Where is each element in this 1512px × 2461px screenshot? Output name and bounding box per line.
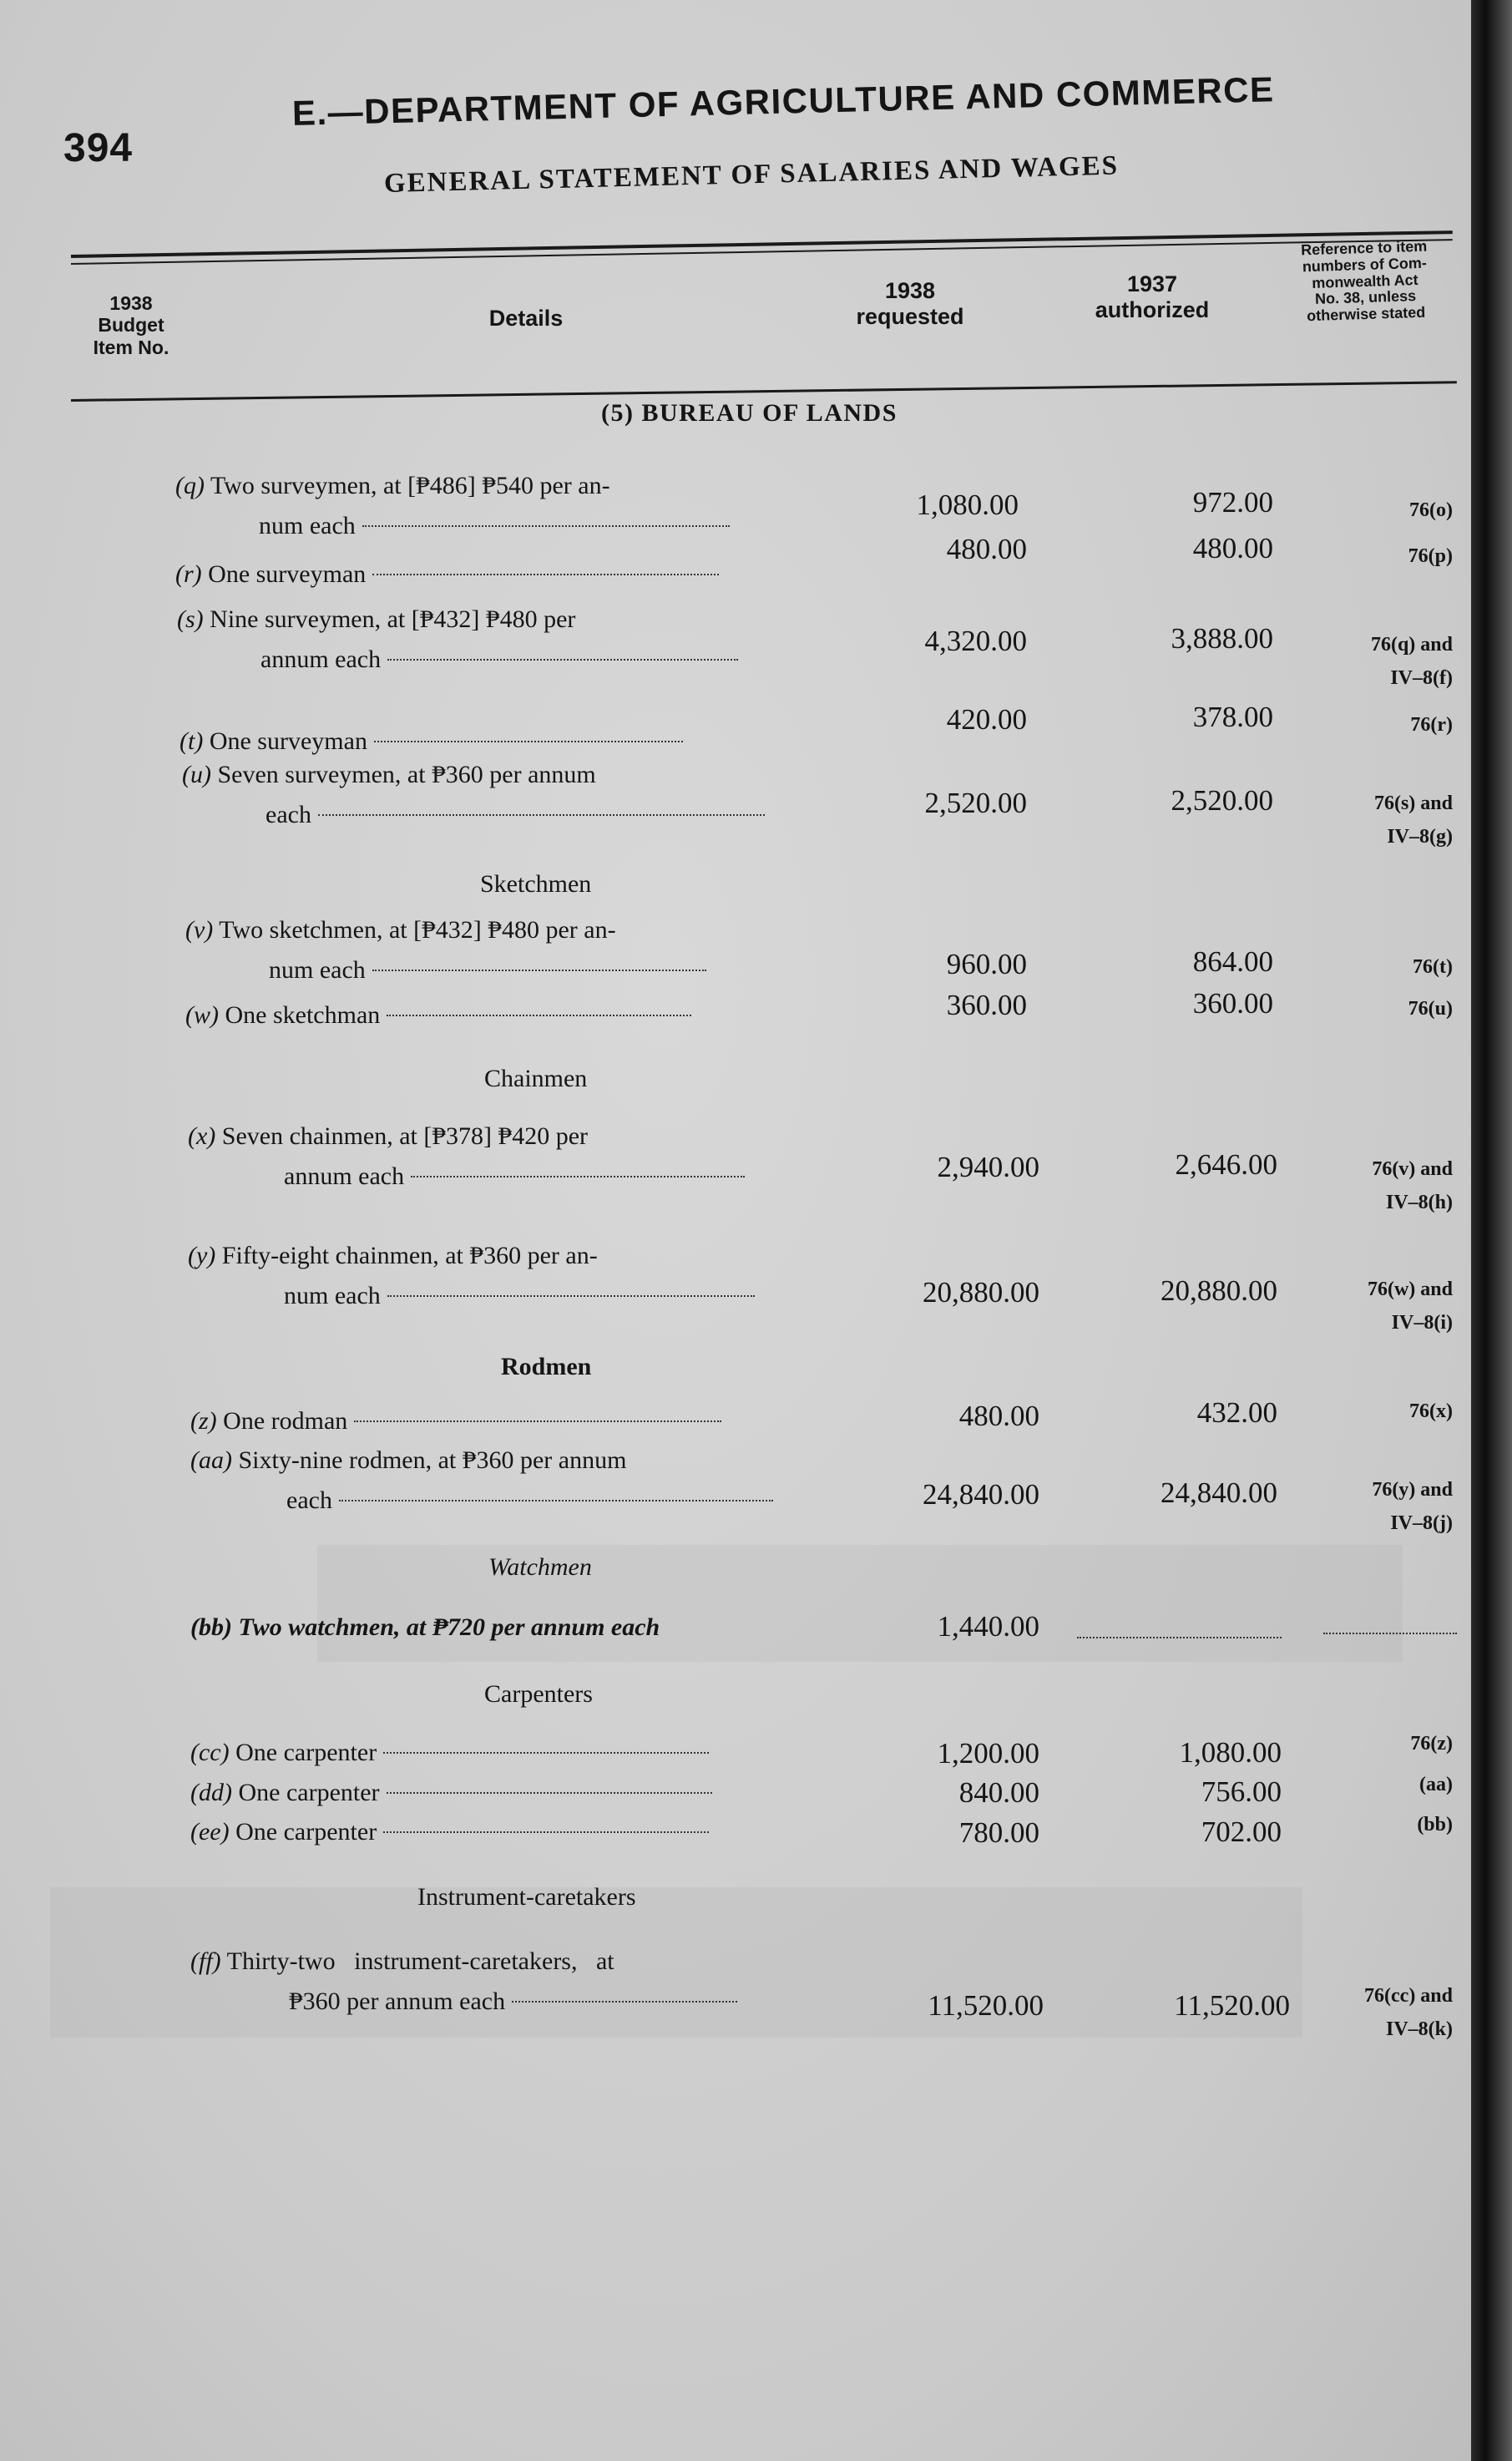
authorized-blank-leader [1077,1637,1282,1638]
item-label: (ee) [190,1818,230,1846]
budget-item-w: (w) One sketchman [185,995,691,1036]
budget-item-cc: (cc) One carpenter [190,1733,709,1773]
page-number: 394 [63,126,134,170]
requested-amount: 11,520.00 [928,1989,1044,2022]
authorized-amount: 432.00 [1196,1396,1277,1429]
authorized-amount: 2,520.00 [1171,784,1273,817]
item-label: (bb) [190,1613,232,1641]
budget-item-z: (z) One rodman [190,1401,721,1441]
requested-amount: 420.00 [946,703,1027,736]
item-label: (w) [185,1001,219,1029]
budget-item-q: (q) Two surveymen, at [₱486] ₱540 per an- num each [175,466,730,546]
item-label: (ff) [190,1947,221,1975]
budget-item-u: (u) Seven surveymen, at ₱360 per annum each [182,755,765,835]
reference-number: 76(cc) and IV–8(k) [1364,1985,1453,2040]
requested-amount: 24,840.00 [923,1478,1039,1511]
item-label: (t) [180,727,204,755]
item-label: (y) [188,1242,216,1269]
budget-item-t: (t) One surveyman [180,722,683,762]
reference-number: 76(v) and IV–8(h) [1372,1158,1453,1213]
reference-blank-leader [1323,1633,1457,1634]
budget-item-y: (y) Fifty-eight chainmen, at ₱360 per an- num each [188,1236,755,1316]
reference-number: 76(u) [1408,998,1453,1020]
budget-item-dd: (dd) One carpenter [190,1773,712,1813]
requested-amount: 2,940.00 [937,1151,1039,1183]
requested-amount: 840.00 [958,1776,1039,1809]
authorized-amount: 11,520.00 [1174,1989,1290,2022]
reference-number: 76(z) [1410,1733,1453,1755]
reference-number: 76(r) [1410,714,1453,736]
requested-amount: 1,080.00 [916,489,1019,521]
column-header-authorized: 1937 authorized [1095,271,1210,323]
authorized-amount: 3,888.00 [1171,622,1273,655]
subhead-rodmen: Rodmen [501,1353,592,1380]
reference-number: 76(t) [1413,956,1453,978]
authorized-amount: 20,880.00 [1161,1274,1277,1307]
book-binding-edge [1471,0,1512,2461]
authorized-amount: 480.00 [1192,532,1273,565]
requested-amount: 960.00 [946,948,1027,980]
item-label: (s) [177,605,204,633]
reference-number: (bb) [1417,1814,1453,1836]
requested-amount: 480.00 [946,533,1027,565]
authorized-amount: 702.00 [1201,1815,1282,1848]
column-header-reference: Reference to item numbers of Com- monwealth Act No. 38, unless otherwise stated [1300,237,1428,325]
authorized-amount: 378.00 [1192,701,1273,733]
item-label: (dd) [190,1779,232,1806]
header-top-rule [71,230,1453,258]
reference-number: (aa) [1419,1774,1453,1795]
subhead-chainmen: Chainmen [484,1065,588,1092]
budget-item-v: (v) Two sketchmen, at [₱432] ₱480 per an- num each [185,910,706,990]
budget-item-ff: (ff) Thirty-two instrument-caretakers, at ₱360 per annum each [190,1942,737,2022]
reference-number: 76(y) and IV–8(j) [1372,1479,1453,1534]
statement-title: GENERAL STATEMENT OF SALARIES AND WAGES [383,150,1120,199]
authorized-amount: 24,840.00 [1161,1476,1277,1509]
subhead-watchmen: Watchmen [488,1553,592,1581]
reference-number: 76(o) [1409,499,1453,521]
requested-amount: 20,880.00 [923,1276,1039,1309]
budget-item-aa: (aa) Sixty-nine rodmen, at ₱360 per annum each [190,1441,773,1521]
item-label: (x) [188,1122,216,1150]
budget-item-r: (r) One surveyman [175,554,719,595]
department-title: E.—DEPARTMENT OF AGRICULTURE AND COMMERCE [291,69,1276,133]
column-header-requested: 1938 requested [856,278,964,330]
item-label: (r) [175,560,202,588]
reference-number: 76(x) [1409,1400,1453,1422]
column-header-item-no: 1938 Budget Item No. [93,292,169,358]
budget-item-x: (x) Seven chainmen, at [₱378] ₱420 per annum each [188,1117,745,1197]
item-label: (cc) [190,1739,230,1766]
subhead-carpenters: Carpenters [484,1680,593,1708]
reference-number: 76(p) [1408,545,1453,567]
item-label: (z) [190,1407,217,1435]
item-label: (q) [175,472,205,499]
subhead-sketchmen: Sketchmen [480,870,592,898]
authorized-amount: 972.00 [1192,486,1273,519]
reference-number: 76(q) and IV–8(f) [1370,634,1453,689]
subhead-instrument-caretakers: Instrument-caretakers [417,1883,636,1911]
item-label: (v) [185,916,214,944]
requested-amount: 2,520.00 [924,787,1027,819]
item-label: (u) [182,761,211,788]
authorized-amount: 864.00 [1192,945,1273,978]
section-title: (5) BUREAU OF LANDS [601,399,898,427]
reference-number: 76(s) and IV–8(g) [1373,792,1453,848]
requested-amount: 4,320.00 [924,625,1027,657]
budget-item-bb: (bb) Two watchmen, at ₱720 per annum each [190,1613,660,1641]
budget-item-s: (s) Nine surveymen, at [₱432] ₱480 per annum each [177,600,738,680]
authorized-amount: 756.00 [1201,1775,1282,1808]
authorized-amount: 2,646.00 [1175,1148,1277,1181]
requested-amount: 1,200.00 [937,1737,1039,1770]
requested-amount: 480.00 [958,1400,1039,1432]
budget-item-ee: (ee) One carpenter [190,1812,709,1852]
requested-amount: 360.00 [946,989,1027,1021]
authorized-amount: 360.00 [1192,987,1273,1020]
requested-amount: 780.00 [958,1816,1039,1849]
item-label: (aa) [190,1446,232,1474]
reference-number: 76(w) and IV–8(i) [1367,1279,1453,1334]
column-header-details: Details [488,306,564,331]
requested-amount: 1,440.00 [937,1610,1039,1643]
authorized-amount: 1,080.00 [1179,1736,1282,1769]
